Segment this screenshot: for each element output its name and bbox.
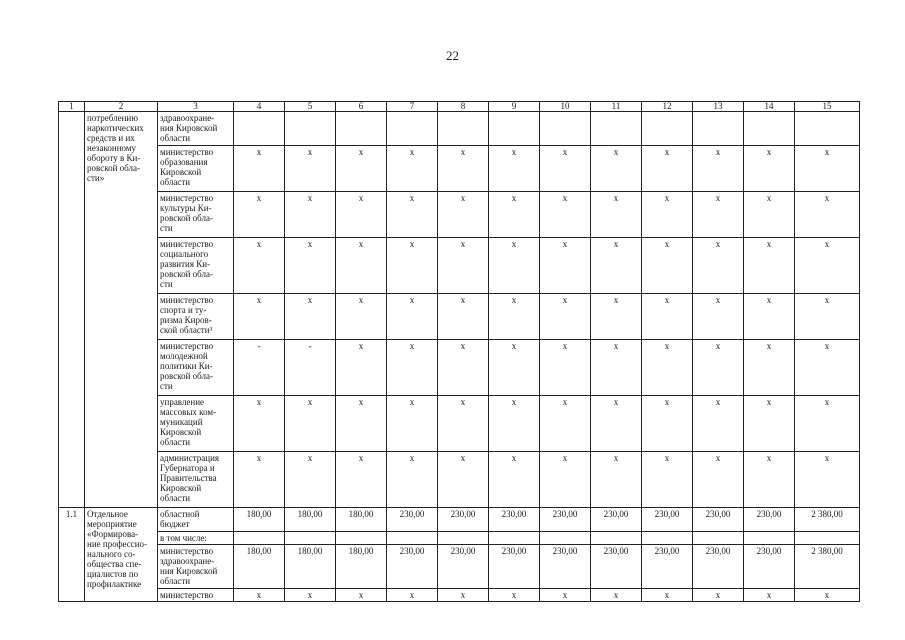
table-row	[59, 340, 860, 396]
table-row	[59, 508, 860, 532]
value-cell: x	[642, 192, 693, 238]
value-cell: x	[744, 146, 795, 192]
value-cell: x	[387, 452, 438, 508]
value-cell: 230,00	[744, 508, 795, 532]
value-cell: x	[285, 238, 336, 294]
measure-name-cell: потреблению наркотических средств и их незаконному обороту в Ки- ровской обла- сти»	[85, 112, 158, 508]
header-row	[59, 102, 860, 112]
value-cell: x	[795, 192, 860, 238]
value-cell: 180,00	[234, 508, 285, 532]
value-cell: 230,00	[438, 545, 489, 589]
value-cell	[744, 112, 795, 146]
value-cell: x	[591, 589, 642, 602]
value-cell	[234, 532, 285, 545]
value-cell: x	[489, 294, 540, 340]
value-cell: 2 380,00	[795, 545, 860, 589]
executor-cell: министерство спорта и ту- ризма Киров- ской области³	[158, 294, 234, 340]
value-cell	[336, 112, 387, 146]
table-row	[59, 238, 860, 294]
table-row	[59, 112, 860, 146]
value-cell: x	[285, 589, 336, 602]
executor-cell: министерство социального развития Ки- ровской обла- сти	[158, 238, 234, 294]
value-cell: x	[540, 294, 591, 340]
value-cell	[234, 112, 285, 146]
value-cell: x	[693, 146, 744, 192]
value-cell: x	[336, 146, 387, 192]
value-cell: x	[285, 452, 336, 508]
value-cell: x	[438, 589, 489, 602]
value-cell: x	[795, 146, 860, 192]
value-cell: x	[234, 294, 285, 340]
value-cell: x	[234, 146, 285, 192]
value-cell: 230,00	[693, 508, 744, 532]
executor-cell: министерство культуры Ки- ровской обла- сти	[158, 192, 234, 238]
value-cell: x	[540, 452, 591, 508]
value-cell: x	[438, 294, 489, 340]
table-row	[59, 146, 860, 192]
value-cell: x	[795, 294, 860, 340]
executor-cell: министерство образования Кировской области	[158, 146, 234, 192]
value-cell: x	[693, 294, 744, 340]
value-cell: x	[234, 589, 285, 602]
value-cell: x	[234, 452, 285, 508]
table-row	[59, 192, 860, 238]
value-cell	[387, 532, 438, 545]
value-cell: x	[387, 396, 438, 452]
value-cell: 230,00	[591, 545, 642, 589]
value-cell: x	[387, 146, 438, 192]
value-cell: x	[438, 238, 489, 294]
value-cell: x	[795, 396, 860, 452]
value-cell: x	[744, 192, 795, 238]
value-cell: x	[795, 589, 860, 602]
value-cell: x	[693, 238, 744, 294]
value-cell: x	[387, 340, 438, 396]
value-cell: x	[336, 452, 387, 508]
value-cell: x	[438, 146, 489, 192]
column-header: 3	[158, 102, 234, 112]
value-cell: 230,00	[693, 545, 744, 589]
value-cell: x	[642, 589, 693, 602]
value-cell: 230,00	[489, 545, 540, 589]
value-cell: -	[234, 340, 285, 396]
value-cell: x	[438, 452, 489, 508]
value-cell: x	[489, 396, 540, 452]
column-header: 14	[744, 102, 795, 112]
value-cell: x	[438, 396, 489, 452]
column-header: 6	[336, 102, 387, 112]
value-cell: x	[591, 396, 642, 452]
value-cell: x	[336, 396, 387, 452]
column-header: 10	[540, 102, 591, 112]
column-header: 5	[285, 102, 336, 112]
value-cell: x	[489, 452, 540, 508]
value-cell: 230,00	[387, 545, 438, 589]
value-cell: x	[489, 146, 540, 192]
value-cell: x	[642, 340, 693, 396]
executor-cell: управление массовых ком- муникаций Кировской области	[158, 396, 234, 452]
value-cell	[336, 532, 387, 545]
column-header: 13	[693, 102, 744, 112]
value-cell: x	[285, 396, 336, 452]
value-cell	[285, 112, 336, 146]
executor-cell: областной бюджет	[158, 508, 234, 532]
table-row	[59, 532, 860, 545]
value-cell	[285, 532, 336, 545]
value-cell	[540, 532, 591, 545]
value-cell: x	[489, 589, 540, 602]
value-cell	[744, 532, 795, 545]
value-cell: x	[387, 294, 438, 340]
value-cell: 180,00	[234, 545, 285, 589]
value-cell: x	[489, 238, 540, 294]
column-header: 4	[234, 102, 285, 112]
value-cell: 2 380,00	[795, 508, 860, 532]
value-cell: x	[234, 192, 285, 238]
value-cell	[795, 532, 860, 545]
executor-cell: министерство молодежной политики Ки- ровской обла- сти	[158, 340, 234, 396]
value-cell: x	[591, 294, 642, 340]
value-cell: x	[591, 192, 642, 238]
table-row	[59, 589, 860, 602]
row-number-cell	[59, 112, 85, 508]
value-cell: 180,00	[285, 508, 336, 532]
value-cell: x	[234, 238, 285, 294]
value-cell: x	[540, 396, 591, 452]
value-cell: x	[234, 396, 285, 452]
value-cell: 230,00	[540, 508, 591, 532]
value-cell	[642, 112, 693, 146]
value-cell: 230,00	[744, 545, 795, 589]
value-cell: x	[336, 294, 387, 340]
value-cell	[642, 532, 693, 545]
value-cell	[693, 532, 744, 545]
table-row	[59, 452, 860, 508]
value-cell: x	[693, 589, 744, 602]
value-cell: x	[693, 396, 744, 452]
row-number-cell: 1.1	[59, 508, 85, 602]
value-cell: x	[642, 452, 693, 508]
column-header: 12	[642, 102, 693, 112]
value-cell: 180,00	[336, 508, 387, 532]
column-header: 1	[59, 102, 85, 112]
value-cell	[387, 112, 438, 146]
value-cell: x	[744, 589, 795, 602]
table-row	[59, 545, 860, 589]
value-cell: 230,00	[438, 508, 489, 532]
value-cell: x	[744, 238, 795, 294]
value-cell: x	[795, 340, 860, 396]
value-cell	[489, 532, 540, 545]
table-row	[59, 294, 860, 340]
value-cell: x	[387, 238, 438, 294]
value-cell	[540, 112, 591, 146]
value-cell: x	[336, 589, 387, 602]
value-cell: x	[336, 192, 387, 238]
value-cell	[438, 112, 489, 146]
column-header: 15	[795, 102, 860, 112]
value-cell: 230,00	[642, 545, 693, 589]
value-cell: 230,00	[387, 508, 438, 532]
budget-table	[58, 101, 860, 602]
value-cell: x	[744, 396, 795, 452]
value-cell: x	[336, 238, 387, 294]
value-cell: x	[285, 294, 336, 340]
page-number: 22	[446, 48, 459, 63]
value-cell: x	[591, 452, 642, 508]
value-cell: 180,00	[336, 545, 387, 589]
value-cell	[693, 112, 744, 146]
value-cell: x	[387, 192, 438, 238]
executor-cell: министерство здравоохране- ния Кировской области	[158, 545, 234, 589]
column-header: 8	[438, 102, 489, 112]
value-cell: x	[744, 294, 795, 340]
executor-cell: в том числе:	[158, 532, 234, 545]
value-cell: x	[744, 340, 795, 396]
value-cell: x	[744, 452, 795, 508]
table-row	[59, 396, 860, 452]
value-cell: x	[642, 146, 693, 192]
value-cell: x	[285, 146, 336, 192]
executor-cell: администрация Губернатора и Правительства Кировской области	[158, 452, 234, 508]
value-cell: x	[438, 340, 489, 396]
column-header: 2	[85, 102, 158, 112]
value-cell: x	[489, 340, 540, 396]
value-cell	[489, 112, 540, 146]
value-cell: 230,00	[489, 508, 540, 532]
value-cell: x	[693, 192, 744, 238]
value-cell	[795, 112, 860, 146]
value-cell: x	[642, 294, 693, 340]
value-cell: x	[591, 238, 642, 294]
column-header: 9	[489, 102, 540, 112]
value-cell: x	[540, 340, 591, 396]
value-cell	[591, 112, 642, 146]
column-header: 11	[591, 102, 642, 112]
value-cell: x	[540, 238, 591, 294]
value-cell: x	[693, 340, 744, 396]
column-header: 7	[387, 102, 438, 112]
value-cell	[438, 532, 489, 545]
value-cell: x	[693, 452, 744, 508]
executor-cell: здравоохране- ния Кировской области	[158, 112, 234, 146]
value-cell: 180,00	[285, 545, 336, 589]
value-cell: x	[540, 589, 591, 602]
value-cell: x	[387, 589, 438, 602]
value-cell: 230,00	[591, 508, 642, 532]
value-cell: x	[540, 146, 591, 192]
value-cell: -	[285, 340, 336, 396]
value-cell: 230,00	[540, 545, 591, 589]
value-cell: x	[285, 192, 336, 238]
value-cell: x	[642, 238, 693, 294]
value-cell: 230,00	[642, 508, 693, 532]
value-cell	[591, 532, 642, 545]
value-cell: x	[540, 192, 591, 238]
value-cell: x	[795, 238, 860, 294]
value-cell: x	[795, 452, 860, 508]
value-cell: x	[336, 340, 387, 396]
value-cell: x	[642, 396, 693, 452]
value-cell: x	[438, 192, 489, 238]
executor-cell: министерство	[158, 589, 234, 602]
value-cell: x	[591, 340, 642, 396]
value-cell: x	[489, 192, 540, 238]
measure-name-cell: Отдельное мероприятие «Формирова- ние профессио- нального со- общества спе- циалистов по профилактике	[85, 508, 158, 602]
value-cell: x	[591, 146, 642, 192]
